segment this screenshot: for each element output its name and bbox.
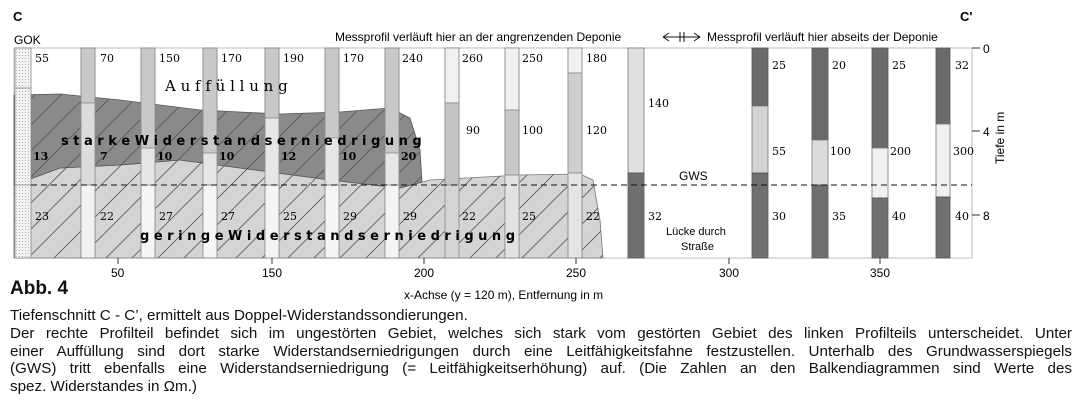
depth-axis-label: Tiefe in m: [993, 111, 1007, 164]
sounding-bar: [936, 48, 950, 124]
value-bot: 40: [892, 210, 906, 223]
value-bot: 35: [832, 210, 846, 223]
value-mid: 100: [522, 124, 543, 137]
value-top: 170: [221, 52, 242, 65]
value-top: 32: [955, 59, 969, 72]
value-bot: 29: [403, 210, 417, 223]
value-bot: 22: [100, 210, 114, 223]
x-tick: 150: [262, 266, 283, 280]
value-top: 70: [100, 52, 114, 65]
value-mid: 20: [401, 150, 417, 163]
x-tick: 50: [111, 266, 125, 280]
value-top: 250: [522, 52, 543, 65]
x-tick: 250: [566, 266, 587, 280]
label-c: C: [13, 9, 23, 24]
value-mid: 10: [341, 150, 357, 163]
value-mid: 7: [100, 150, 108, 163]
caption-line: (GWS) tritt ebenfalls eine Widerstandserniedrigung (= Leitfähigkeitserhöhung) auf. (Die Zahlen an den Balkendiagrammen sind Werte des: [10, 360, 1072, 378]
x-tick: 350: [870, 266, 891, 280]
sounding-bar: [15, 48, 31, 258]
value-bot: 25: [283, 210, 297, 223]
value-bot: 22: [462, 210, 476, 223]
depth-tick: 4: [983, 125, 990, 139]
value-top: 140: [648, 97, 669, 110]
sounding-bar: [872, 48, 888, 148]
sounding-bar: [752, 48, 768, 106]
value-bot: 40: [955, 210, 969, 223]
value-mid: 10: [219, 150, 235, 163]
value-mid: 300: [953, 145, 974, 158]
gap-label-2: Straße: [681, 241, 715, 253]
value-mid: 200: [890, 145, 911, 158]
figure-number: Abb. 4: [10, 278, 69, 299]
caption-line: Tiefenschnitt C - C’, ermittelt aus Doppel-Widerstandssondierungen.: [10, 307, 468, 324]
value-bot: 30: [772, 210, 786, 223]
value-mid: 90: [466, 124, 480, 137]
value-top: 180: [586, 52, 607, 65]
value-top: 260: [462, 52, 483, 65]
value-bot: 29: [343, 210, 357, 223]
value-mid: 10: [157, 150, 173, 163]
value-bot: 27: [221, 210, 235, 223]
layer-strong-label: s t a r k e W i d e r s t a n d s e r n i e d r i g u n g: [61, 134, 422, 149]
x-tick: 300: [719, 266, 740, 280]
sounding-bar: [628, 48, 644, 173]
value-bot: 25: [522, 210, 536, 223]
value-top: 20: [832, 59, 846, 72]
label-c-prime: C': [960, 9, 973, 24]
double-arrow-icon: [663, 32, 700, 42]
layer-fill-label: A u f f ü l l u n g: [165, 77, 288, 95]
layer-weak-label: g e r i n g e W i d e r s t a n d s e r n i e d r i g u n g: [140, 229, 516, 244]
gap-label-1: Lücke durch: [666, 226, 726, 238]
caption-line: spez. Widerstandes in Ωm.): [10, 378, 197, 396]
caption-line: Der rechte Profilteil befindet sich im ungestörten Gebiet, welches sich stark vom gestörten Gebiet des linken Profilteils unterscheidet. Unter: [10, 324, 1072, 342]
depth-tick: 8: [983, 209, 990, 223]
value-top: 240: [402, 52, 423, 65]
figure-caption: [10, 307, 1072, 396]
gok-label: GOK: [14, 33, 41, 47]
value-top: 25: [772, 59, 786, 72]
value-top: 55: [35, 52, 49, 65]
value-bot: 32: [648, 210, 662, 223]
value-top: 150: [159, 52, 180, 65]
value-mid: 100: [830, 145, 851, 158]
value-bot: 22: [586, 210, 600, 223]
value-mid: 12: [281, 150, 297, 163]
depth-axis: [972, 42, 1007, 223]
gws-label: GWS: [679, 169, 708, 183]
value-top: 25: [892, 59, 906, 72]
header-left: Messprofil verläuft hier an der angrenzenden Deponie: [335, 30, 622, 44]
header-right: Messprofil verläuft hier abseits der Deponie: [707, 30, 938, 44]
value-bot: 23: [35, 210, 49, 223]
value-mid: 120: [586, 124, 607, 137]
value-mid: 13: [33, 150, 49, 163]
x-axis: [111, 258, 890, 302]
value-mid: 55: [772, 145, 786, 158]
depth-tick: 0: [983, 42, 990, 56]
caption-line: einer Auffüllung sind dort starke Widerstandserniedrigungen durch eine Leitfähigkeitsfahne festzustellen. Unterhalb des Grundwasserspiegels: [10, 342, 1072, 360]
value-top: 190: [283, 52, 304, 65]
sounding-bar: [812, 48, 828, 140]
value-bot: 27: [159, 210, 173, 223]
x-axis-label: x-Achse (y = 120 m), Entfernung in m: [404, 288, 604, 302]
x-tick: 200: [414, 266, 435, 280]
value-top: 170: [343, 52, 364, 65]
